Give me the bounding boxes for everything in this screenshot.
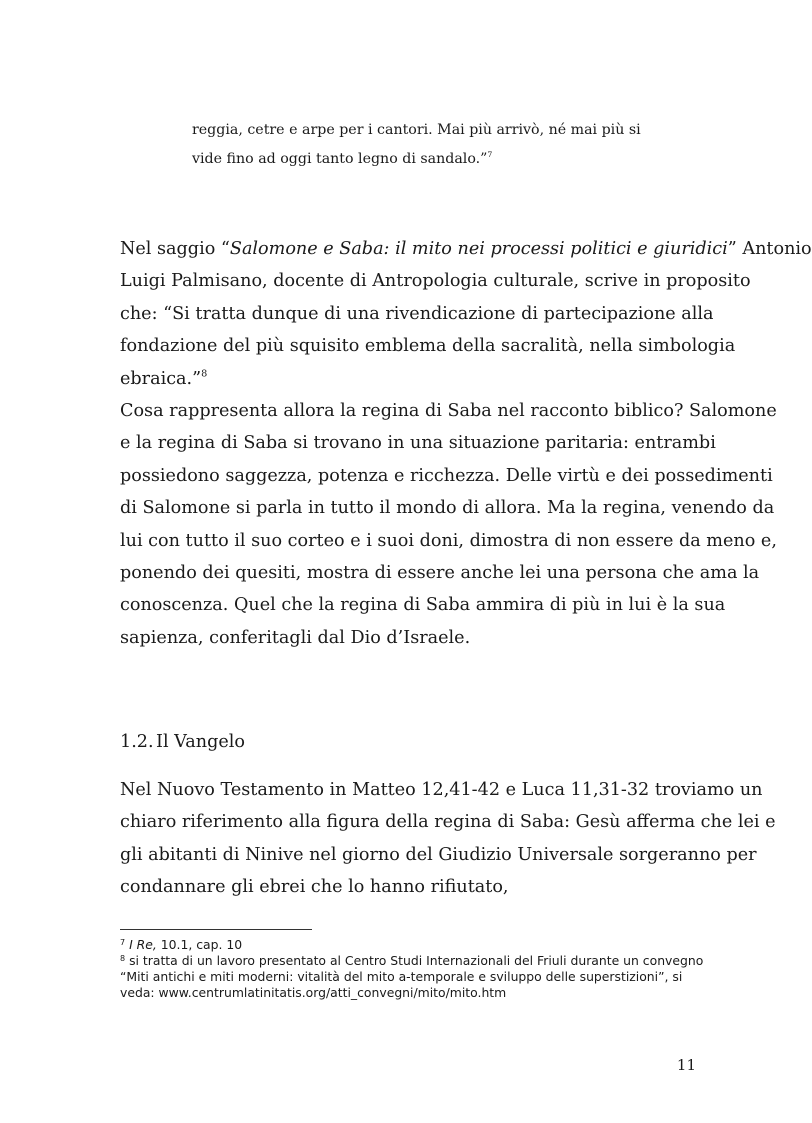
footnote-url: veda: www.centrumlatinitatis.org/atti_convegni/mito/mito.htm xyxy=(120,985,507,1000)
essay-title: Salomone e Saba: il mito nei processi politici e giuridici xyxy=(229,239,728,259)
footnote-divider xyxy=(120,929,312,930)
block-quote xyxy=(192,116,641,173)
footnote-mark: 7 xyxy=(120,937,126,947)
paragraph-line: possiedono saggezza, potenza e ricchezza. Delle virtù e dei possedimenti xyxy=(120,465,773,486)
page-number: 11 xyxy=(676,1056,696,1074)
footnote-7 xyxy=(120,937,700,953)
paragraph-line: di Salomone si parla in tutto il mondo di allora. Ma la regina, venendo da xyxy=(120,498,775,519)
paragraph xyxy=(120,774,776,904)
book-title: I Re, xyxy=(129,937,157,952)
footnote-reference[interactable]: 8 xyxy=(201,367,208,379)
paragraph-line xyxy=(120,363,685,395)
paragraph xyxy=(120,233,812,395)
footnote-reference[interactable]: 7 xyxy=(487,149,493,159)
paragraph-line: conoscenza. Quel che la regina di Saba ammira di più in lui è la sua xyxy=(120,595,726,616)
paragraph-line: condannare gli ebrei che lo hanno rifiutato, xyxy=(120,877,509,898)
quote-line xyxy=(192,145,632,174)
quote-line-text: vide fino ad oggi tanto legno di sandalo.” xyxy=(192,150,488,167)
section-heading xyxy=(120,730,245,754)
section-title: Il Vangelo xyxy=(156,732,245,752)
footnotes xyxy=(120,937,704,1001)
quote-line xyxy=(192,116,641,145)
paragraph-line: Cosa rappresenta allora la regina di Saba nel racconto biblico? Salomone xyxy=(120,401,777,421)
footnote-text: “Miti antichi e miti moderni: vitalità del mito a-temporale e sviluppo delle superstizioni”, si xyxy=(120,969,683,984)
paragraph-line: chiaro riferimento alla figura della regina di Saba: Gesù afferma che lei e xyxy=(120,812,776,833)
footnote-8-continued xyxy=(120,969,700,985)
paragraph-line: gli abitanti di Ninive nel giorno del Giudizio Universale sorgeranno per xyxy=(120,844,757,865)
text-run: Nel saggio “ xyxy=(120,239,230,259)
footnote-8-continued xyxy=(120,985,700,1001)
paragraph-line: Nel Nuovo Testamento in Matteo 12,41-42 e Luca 11,31-32 troviamo un xyxy=(120,780,763,800)
section-number: 1.2. xyxy=(120,732,154,752)
footnote-mark: 8 xyxy=(120,953,126,963)
paragraph-line: che: “Si tratta dunque di una rivendicazione di partecipazione alla xyxy=(120,303,714,324)
paragraph-line xyxy=(120,233,812,265)
paragraph-line: e la regina di Saba si trovano in una situazione paritaria: entrambi xyxy=(120,433,716,454)
text-run: ebraica.” xyxy=(120,368,202,389)
text-run: ” Antonio xyxy=(727,239,812,259)
paragraph xyxy=(120,395,777,654)
paragraph-line: Luigi Palmisano, docente di Antropologia culturale, scrive in proposito xyxy=(120,271,751,292)
footnote-8 xyxy=(120,953,704,969)
footnote-text: 10.1, cap. 10 xyxy=(156,937,243,952)
footnote-text: si tratta di un lavoro presentato al Centro Studi Internazionali del Friuli durante un convegno xyxy=(125,953,704,968)
paragraph-line: fondazione del più squisito emblema della sacralità, nella simbologia xyxy=(120,336,736,357)
paragraph-line: sapienza, conferitagli dal Dio d’Israele. xyxy=(120,627,471,648)
paragraph-line: lui con tutto il suo corteo e i suoi doni, dimostra di non essere da meno e, xyxy=(120,530,777,551)
paragraph-line: ponendo dei quesiti, mostra di essere anche lei una persona che ama la xyxy=(120,562,760,583)
quote-line-text: reggia, cetre e arpe per i cantori. Mai più arrivò, né mai più si xyxy=(192,122,641,138)
